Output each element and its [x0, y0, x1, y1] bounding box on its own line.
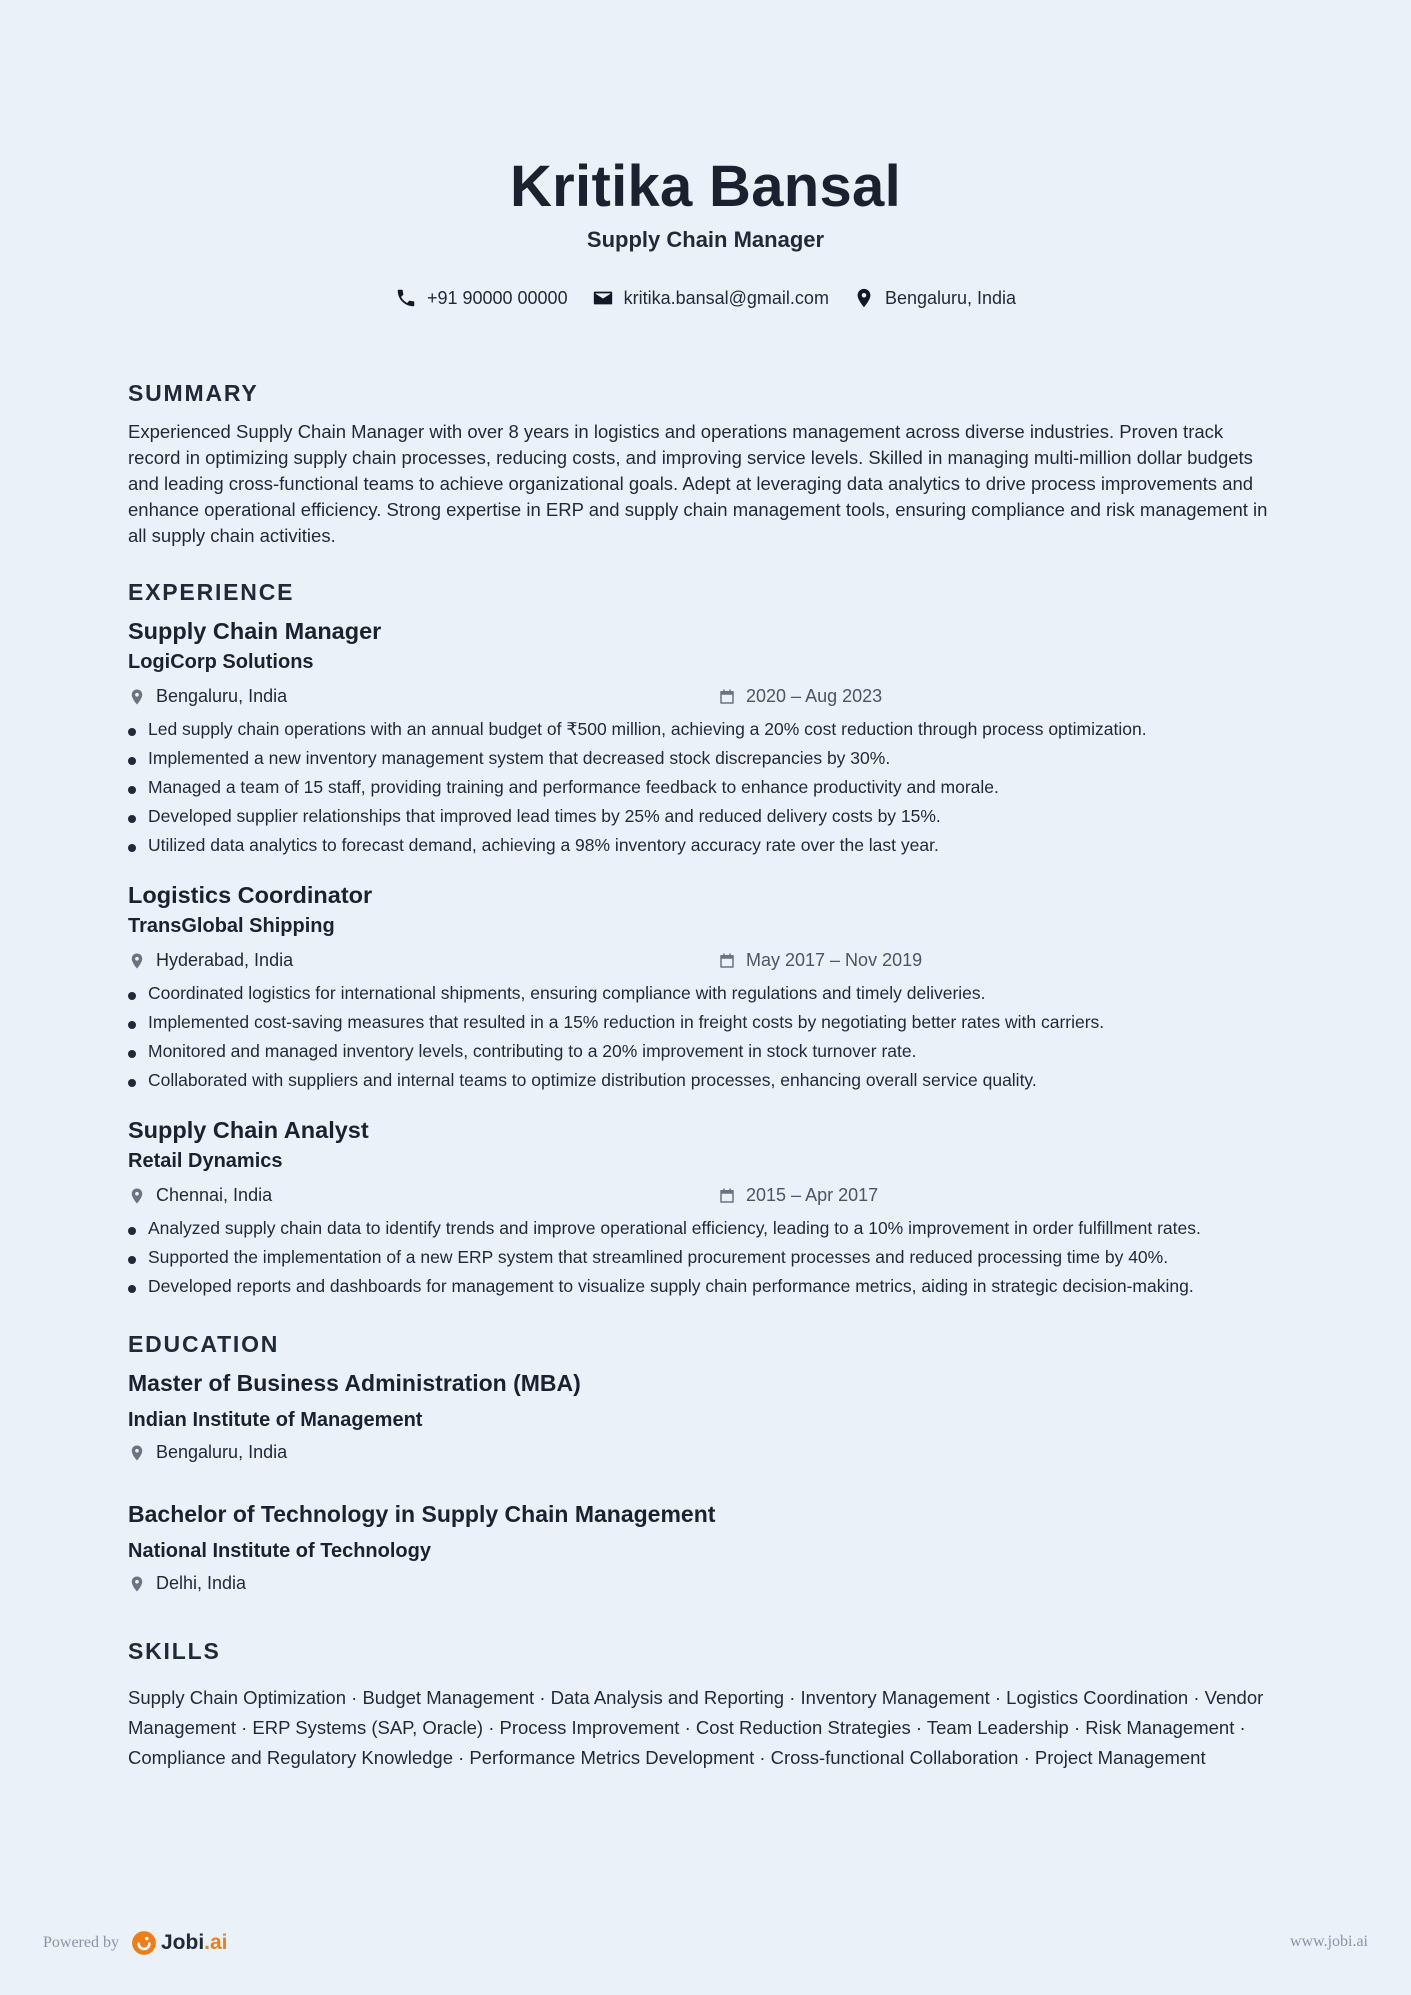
mail-icon	[592, 287, 614, 309]
school-name: Indian Institute of Management	[128, 1409, 423, 1431]
job-dates-text: May 2017 – Nov 2019	[746, 950, 923, 970]
job-location	[128, 1185, 718, 1206]
education-location-text: Bengaluru, India	[156, 1442, 288, 1462]
company-name: TransGlobal Shipping	[128, 915, 335, 937]
job-location	[128, 950, 718, 971]
job-dates-text: 2020 – Aug 2023	[746, 686, 883, 706]
bullet-item: Supported the implementation of a new ERP system that streamlined procurement processes and reduced processing time by 40%.	[128, 1243, 1278, 1272]
bullet-item: Led supply chain operations with an annual budget of ₹500 million, achieving a 20% cost reduction through process optimization.	[128, 715, 1278, 744]
phone-icon	[395, 287, 417, 309]
location-pin-icon	[128, 952, 146, 970]
experience-item	[128, 1117, 1278, 1301]
job-meta	[128, 686, 1278, 707]
bullet-item: Coordinated logistics for international shipments, ensuring compliance with regulations and timely deliveries.	[128, 979, 1278, 1008]
job-dates	[718, 1185, 878, 1206]
bullet-item: Utilized data analytics to forecast demand, achieving a 98% inventory accuracy rate over the last year.	[128, 831, 1278, 860]
job-bullets	[128, 979, 1278, 1095]
resume-content	[128, 380, 1278, 1773]
job-location-text: Hyderabad, India	[156, 950, 294, 970]
calendar-icon	[718, 688, 736, 706]
powered-by	[43, 1930, 228, 1956]
contact-location	[853, 287, 1016, 309]
job-bullets	[128, 1214, 1278, 1301]
bullet-item: Developed supplier relationships that improved lead times by 25% and reduced delivery costs by 15%.	[128, 802, 1278, 831]
education-meta	[128, 1442, 1278, 1463]
bullet-item: Implemented a new inventory management system that decreased stock discrepancies by 30%.	[128, 744, 1278, 773]
logo-suffix: .ai	[204, 1931, 228, 1954]
company-name: LogiCorp Solutions	[128, 651, 314, 673]
bullet-item: Collaborated with suppliers and internal teams to optimize distribution processes, enhancing overall service quality.	[128, 1066, 1278, 1095]
section-heading-education: EDUCATION	[128, 1331, 280, 1357]
summary-text: Experienced Supply Chain Manager with over 8 years in logistics and operations management across diverse industries. Proven track record in optimizing supply chain processes, reducing costs, and improving service levels. Skilled in managing multi-million dollar budgets and leading cross-functional teams to achieve organizational goals. Adept at leveraging data analytics to drive process improvements and enhance operational efficiency. Strong expertise in ERP and supply chain management tools, ensuring compliance and risk management in all supply chain activities.	[128, 421, 1268, 546]
experience-item	[128, 882, 1278, 1095]
logo-main: Jobi	[160, 1931, 205, 1954]
location-pin-icon	[128, 1444, 146, 1462]
contact-phone	[395, 287, 568, 309]
job-dates	[718, 686, 882, 707]
contact-row	[0, 287, 1411, 309]
company-name: Retail Dynamics	[128, 1150, 283, 1172]
job-title: Supply Chain Analyst	[128, 1117, 369, 1143]
education-meta	[128, 1573, 1278, 1594]
job-location-text: Chennai, India	[156, 1185, 273, 1205]
job-dates-text: 2015 – Apr 2017	[746, 1185, 879, 1205]
location-pin-icon	[853, 287, 875, 309]
degree-title: Bachelor of Technology in Supply Chain Management	[128, 1501, 716, 1527]
job-title: Logistics Coordinator	[128, 882, 373, 908]
contact-email	[592, 287, 829, 309]
powered-by-label: Powered by	[43, 1934, 119, 1951]
calendar-icon	[718, 952, 736, 970]
bullet-item: Developed reports and dashboards for management to visualize supply chain performance metrics, aiding in strategic decision-making.	[128, 1272, 1278, 1301]
job-dates	[718, 950, 922, 971]
location-pin-icon	[128, 1575, 146, 1593]
candidate-name: Kritika Bansal	[509, 154, 902, 219]
phone-text: +91 90000 00000	[426, 287, 568, 308]
section-heading-experience: EXPERIENCE	[128, 579, 295, 605]
bullet-item: Implemented cost-saving measures that resulted in a 15% reduction in freight costs by negotiating better rates with carriers.	[128, 1008, 1278, 1037]
education-item	[128, 1370, 1278, 1463]
candidate-title: Supply Chain Manager	[586, 227, 825, 252]
education-item	[128, 1501, 1278, 1594]
location-pin-icon	[128, 688, 146, 706]
section-heading-skills: SKILLS	[128, 1638, 221, 1664]
bullet-item: Analyzed supply chain data to identify trends and improve operational efficiency, leading to a 10% improvement in order fulfillment rates.	[128, 1214, 1278, 1243]
email-text: kritika.bansal@gmail.com	[623, 287, 829, 308]
education-location	[128, 1442, 718, 1463]
job-meta	[128, 1185, 1278, 1206]
website-link[interactable]: www.jobi.ai	[1289, 1933, 1368, 1950]
job-bullets	[128, 715, 1278, 860]
job-meta	[128, 950, 1278, 971]
calendar-icon	[718, 1187, 736, 1205]
location-pin-icon	[128, 1187, 146, 1205]
job-location	[128, 686, 718, 707]
education-location-text: Delhi, India	[156, 1573, 247, 1593]
jobi-logo-icon	[131, 1930, 157, 1956]
bullet-item: Monitored and managed inventory levels, contributing to a 20% improvement in stock turnover rate.	[128, 1037, 1278, 1066]
bullet-item: Managed a team of 15 staff, providing training and performance feedback to enhance productivity and morale.	[128, 773, 1278, 802]
job-location-text: Bengaluru, India	[156, 686, 288, 706]
location-text: Bengaluru, India	[884, 287, 1017, 308]
skills-text: Supply Chain Optimization · Budget Management · Data Analysis and Reporting · Inventory Management · Logistics Coordination · Vendor Management · ERP Systems (SAP, Oracle) · Process Improvement · Cost Reduction Strategies · Team Leadership · Risk Management · Compliance and Regulatory Knowledge · Performance Metrics Development · Cross-functional Collaboration · Project Management	[128, 1687, 1264, 1768]
section-heading-summary: SUMMARY	[128, 380, 259, 406]
jobi-logo-text	[161, 1931, 228, 1955]
experience-item	[128, 618, 1278, 860]
school-name: National Institute of Technology	[128, 1540, 431, 1562]
job-title: Supply Chain Manager	[128, 618, 382, 644]
education-location	[128, 1573, 718, 1594]
jobi-logo[interactable]	[131, 1930, 228, 1956]
degree-title: Master of Business Administration (MBA)	[128, 1370, 581, 1396]
